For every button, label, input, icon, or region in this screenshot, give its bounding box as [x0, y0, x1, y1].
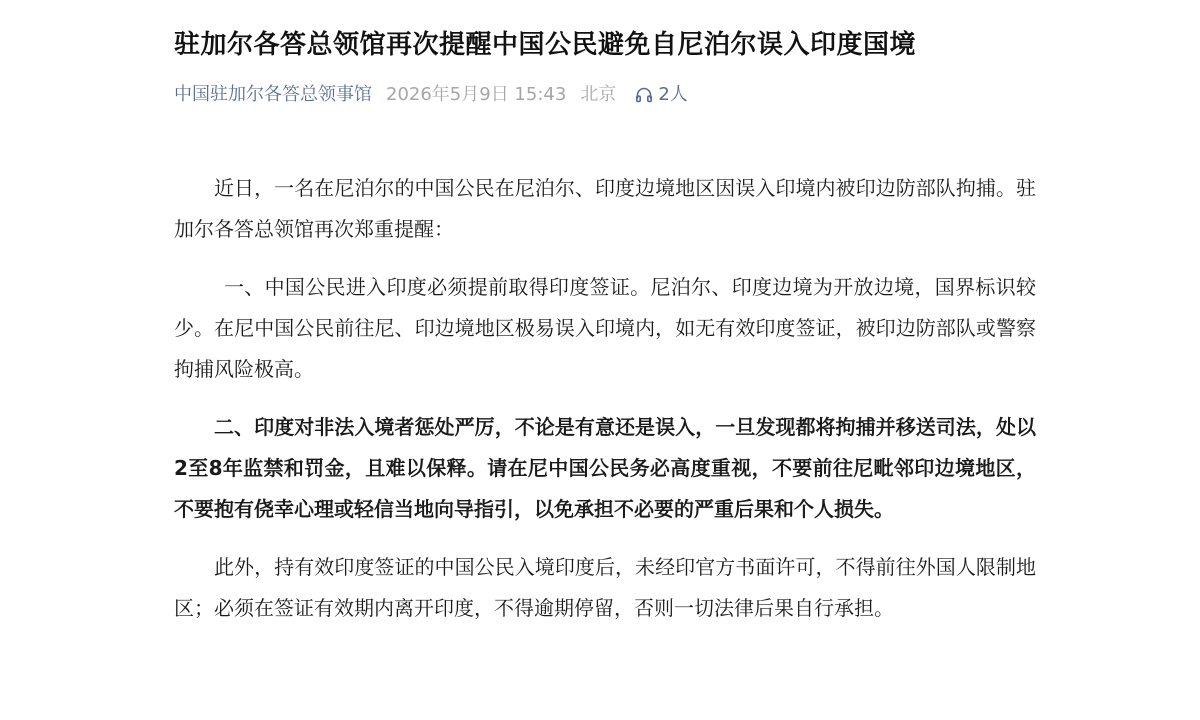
article-meta — [174, 82, 688, 108]
article-title: 驻加尔各答总领馆再次提醒中国公民避免自尼泊尔误入印度国境 — [174, 30, 917, 60]
paragraph-additional: 此外，持有效印度签证的中国公民入境印度后，未经印官方书面许可，不得前往外国人限制地区；必须在签证有效期内离开印度，不得逾期停留，否则一切法律后果自行承担。 — [174, 555, 1036, 620]
listen-button[interactable] — [634, 82, 687, 108]
publish-location: 北京 — [580, 84, 617, 105]
article-body — [174, 168, 1036, 646]
headphones-icon — [634, 85, 654, 105]
publish-time: 2026年5月9日 15:43 — [386, 84, 567, 105]
paragraph-point-one: 一、中国公民进入印度必须提前取得印度签证。尼泊尔、印度边境为开放边境，国界标识较少。在尼中国公民前往尼、印边境地区极易误入印境内，如无有效印度签证，被印边防部队或警察拘捕风险极高。 — [174, 275, 1036, 381]
paragraph-point-two: 二、印度对非法入境者惩处严厉，不论是有意还是误入，一旦发现都将拘捕并移送司法，处以2至8年监禁和罚金，且难以保释。请在尼中国公民务必高度重视，不要前往尼毗邻印边境地区，不要抱有侥幸心理或轻信当地向导指引，以免承担不必要的严重后果和个人损失。 — [174, 415, 1036, 521]
listener-count: 2人 — [658, 84, 688, 105]
source-account-link[interactable]: 中国驻加尔各答总领事馆 — [174, 84, 372, 105]
paragraph-intro: 近日，一名在尼泊尔的中国公民在尼泊尔、印度边境地区因误入印境内被印边防部队拘捕。驻加尔各答总领馆再次郑重提醒： — [174, 176, 1036, 241]
